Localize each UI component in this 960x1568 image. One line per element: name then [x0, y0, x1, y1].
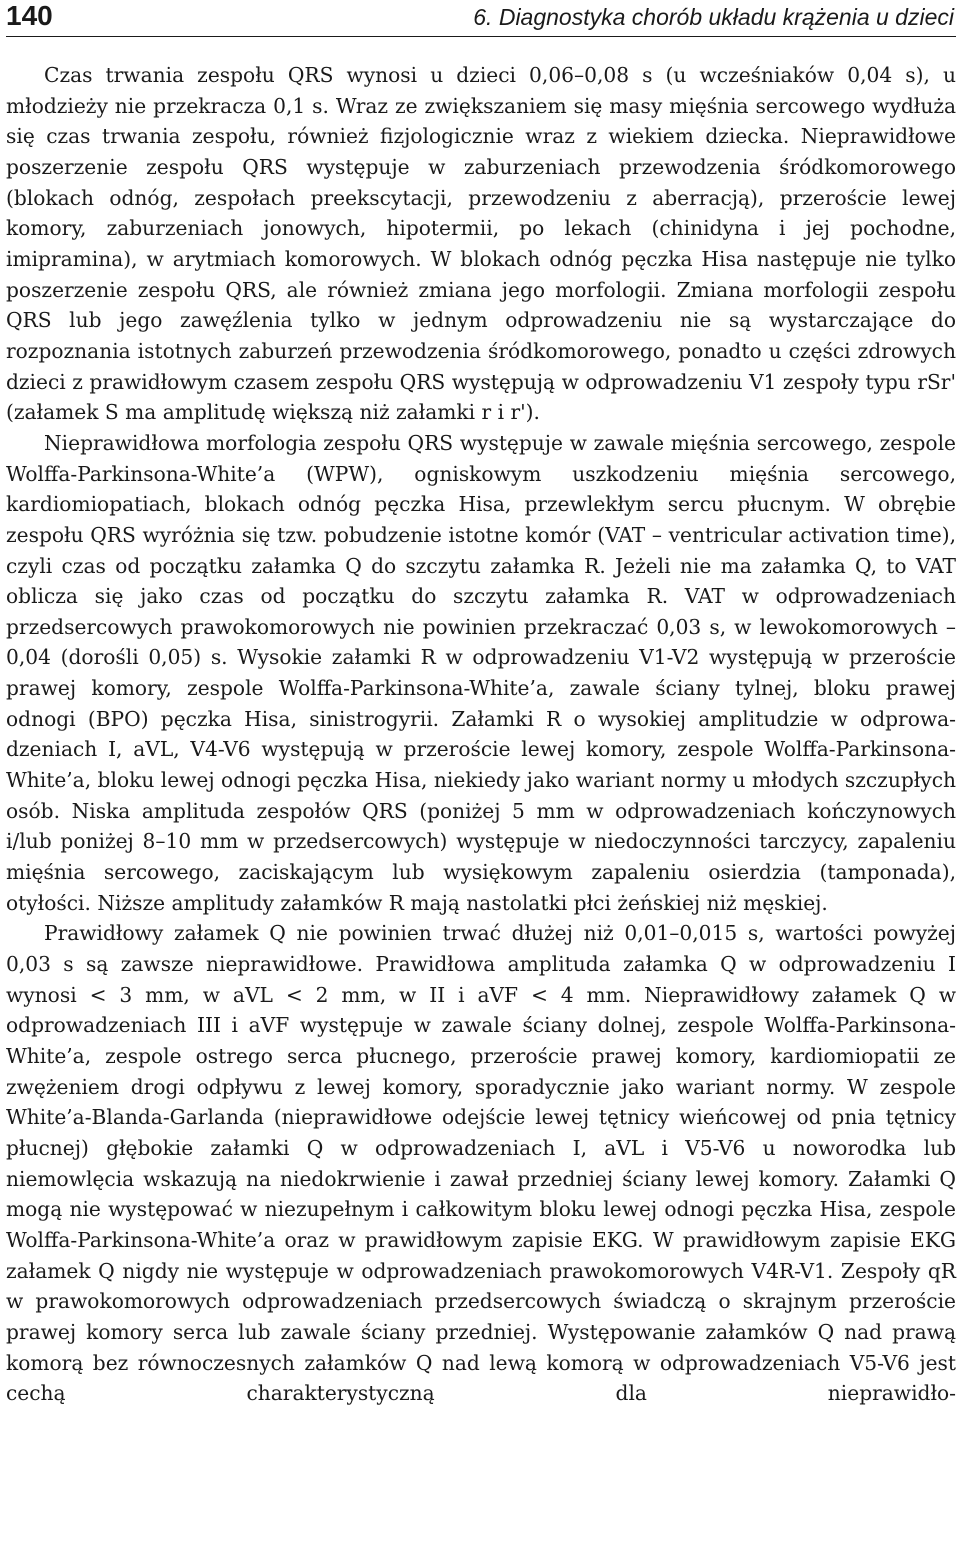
paragraph-3: Prawidłowy załamek Q nie powinien trwać dłużej niż 0,01–0,015 s, wartości powyżej 0,03 s są zawsze nieprawidłowe. Prawidłowa amplituda załamka Q w odprowadzeniu I wynosi < 3 mm, w aVL < 2 mm, w II i aVF < 4 mm. Nieprawidłowy załamek Q w odprowadzeniach III i aVF występuje w zawale ściany dolnej, zespole Wolffa-Parkinsona-White’a, zespole ostrego serca płucnego, przeroście prawej komory, kardiomiopatii ze zwężeniem drogi odpływu z lewej komory, sporadycznie jako wariant normy. W zespole White’a-Blanda-Garlanda (nieprawidłowe odejście lewej tętnicy wieńcowej od pnia tętnicy płucnej) głębokie załamki Q w odprowadzeniach I, aVL i V5-V6 u noworodka lub niemowlęcia wskazują na niedokrwienie i zawał przedniej ściany lewej komory. Załamki Q mogą nie występować w niezupełnym i całkowitym bloku lewej odnogi pęczka Hisa, zespole Wolffa-Parkinsona-White’a oraz w prawidłowym zapisie EKG. W prawidłowym zapisie EKG załamek Q nigdy nie występuje w odprowadzeniach prawokomorowych V4R-V1. Zespoły qR w prawokomorowych odprowadzeniach przedsercowych świadczą o skrajnym przeroście prawej komory serca lub zawale ściany przedniej. Występowanie załamków Q nad prawą komorą bez równoczesnych załamków Q nad lewą komorą w odprowadzeniach V5-V6 jest cechą charakterystyczną dla nieprawidło-: [6, 921, 956, 1406]
paragraph-1: Czas trwania zespołu QRS wynosi u dzieci 0,06–0,08 s (u wcześniaków 0,04 s), u młodzieży nie przekracza 0,1 s. Wraz ze zwiększaniem się masy mięśnia sercowego wydłuża się czas trwania zespołu, również fizjologicznie wraz z wiekiem dziecka. Nieprawidłowe poszerzenie zespołu QRS występuje w zaburzeniach przewodzenia śródkomorowego (blokach odnóg, zespołach preekscytacji, przewodzeniu z aberracją), przeroście lewej komory, zaburzeniach jonowych, hipotermii, po lekach (chinidyna i jej pochodne, imipramina), w arytmiach komorowych. W blokach odnóg pęczka Hisa następuje nie tylko poszerzenie zespołu QRS, ale również zmiana jego morfologii. Zmiana morfologii zespołu QRS lub jego zawęźlenia tylko w jednym odprowadzeniu nie są wystarczające do rozpoznania istotnych zaburzeń przewodzenia śródkomorowego, ponadto u części zdrowych dzieci z prawidłowym czasem zespołu QRS występują w odprowadzeniu V1 zespoły typu rSr' (załamek S ma amplitudę większą niż załamki r i r').: [6, 63, 956, 425]
running-title: 6. Diagnostyka chorób układu krążenia u dzieci: [473, 4, 954, 30]
page-number: 140: [6, 0, 53, 31]
page-header: [6, 0, 956, 37]
paragraph-2: Nieprawidłowa morfologia zespołu QRS występuje w zawale mięśnia sercowego, zespole Wolffa-Parkinsona-White’a (WPW), ogniskowym uszkodzeniu mięśnia sercowego, kardiomiopatiach, blokach odnóg pęczka Hisa, przewlekłym sercu płucnym. W obrębie zespołu QRS wyróżnia się tzw. pobudzenie istotne komór (VAT – ventricular activation time), czyli czas od początku załamka Q do szczytu załamka R. Jeżeli nie ma załamka Q, to VAT oblicza się jako czas od początku do szczytu załamka R. VAT w odprowadzeniach przedsercowych prawokomorowych nie powinien przekraczać 0,03 s, w lewokomorowych – 0,04 (dorośli 0,05) s. Wysokie załamki R w odprowadzeniu V1-V2 występują w przeroście prawej komory, zespole Wolffa-Parkinsona-White’a, zawale ściany tylnej, bloku prawej odnogi (BPO) pęczka Hisa, sinistrogyrii. Załamki R o wysokiej amplitudzie w odprowadzeniach I, aVL, V4-V6 występują w przeroście lewej komory, zespole Wolffa-Parkinsona-White’a, bloku lewej odnogi pęczka Hisa, niekiedy jako wariant normy u młodych szczupłych osób. Niska amplituda zespołów QRS (poniżej 5 mm w odprowadzeniach kończynowych i/lub poniżej 8–10 mm w przedsercowych) występuje w niedoczynności tarczycy, zapaleniu mięśnia sercowego, zaciskającym lub wysiękowym zapaleniu osierdzia (tamponada), otyłości. Niższe amplitudy załamków R mają nastolatki płci żeńskiej niż męskiej.: [6, 430, 956, 915]
body-text: [6, 60, 956, 1409]
